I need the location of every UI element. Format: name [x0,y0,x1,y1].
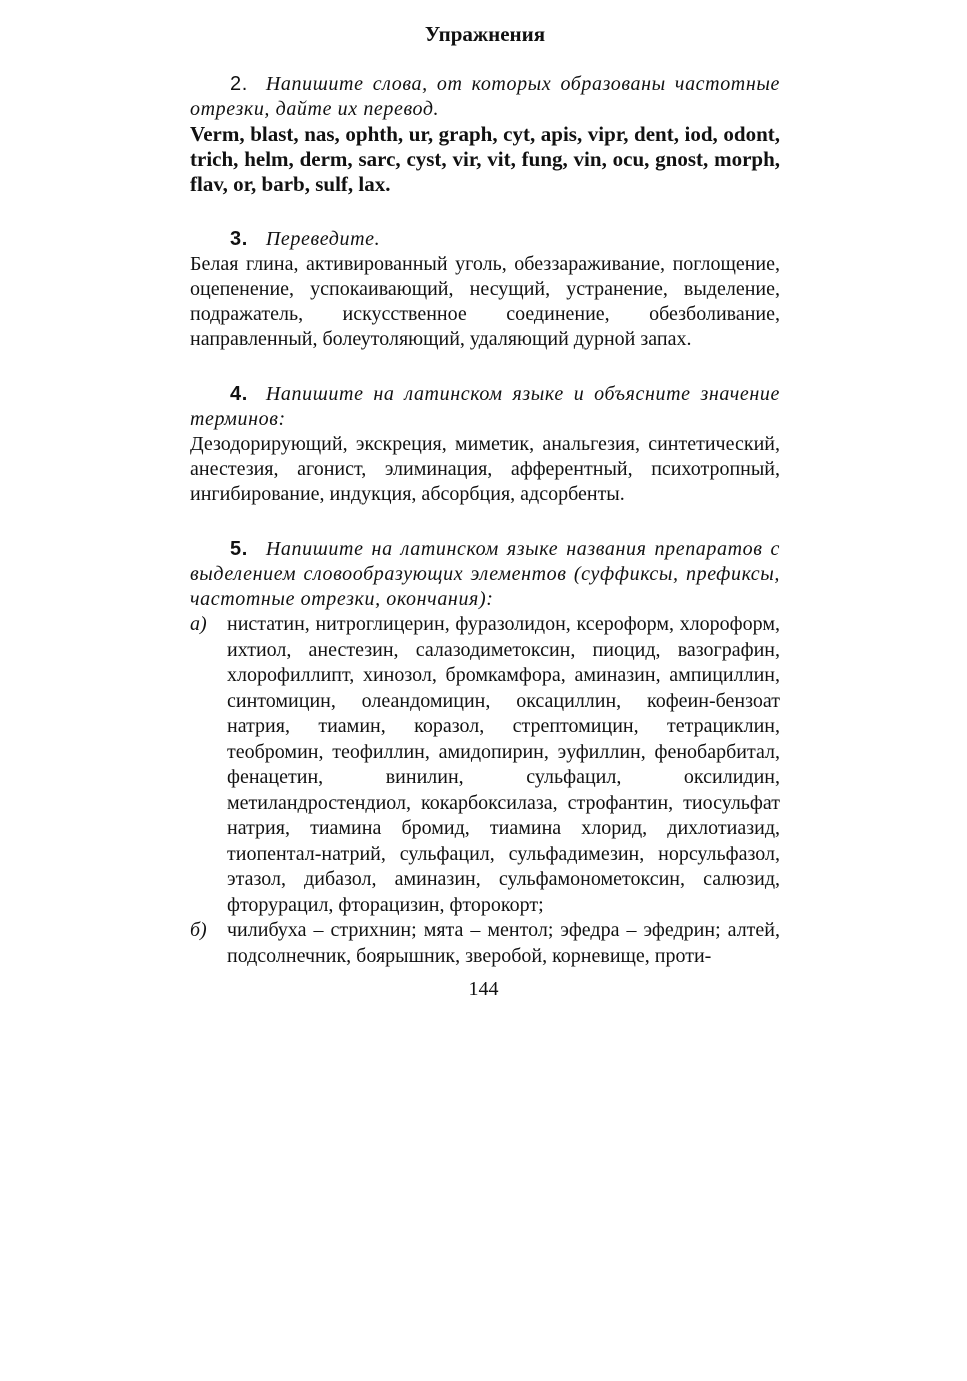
exercise-3-instruction-text: Переведите. [265,228,381,250]
exercise-5-list [190,612,780,969]
exercise-2 [190,72,780,197]
exercise-5 [190,537,780,969]
exercise-5-instruction [190,537,780,612]
exercise-4-instruction-text: Напишите на латинском языке и объясните значение терминов: [190,383,780,430]
list-item [190,918,780,969]
list-item-marker: а) [190,613,207,635]
page-body [190,20,780,999]
exercise-4-content: Дезодорирующий, экскреция, миметик, анальгезия, синтетический, анестезия, агонист, элиминация, афферентный, психотропный, ингибирование, индукция, абсорбция, адсорбенты. [190,433,780,505]
exercise-5-number: 5. [230,538,248,560]
page-number: 144 [468,978,499,1000]
list-item-marker: б) [190,919,207,941]
exercise-5-instruction-text: Напишите на латинском языке названия препаратов с выделением словообразующих элементов (суффиксы, префиксы, частотные отрезки, окончания): [190,538,780,610]
exercise-3-instruction [190,227,780,252]
exercise-2-instruction-text: Напишите слова, от которых образованы частотные отрезки, дайте их перевод. [190,73,780,120]
running-head: Упражнения [424,22,546,46]
list-item-text: нистатин, нитроглицерин, фуразолидон, ксероформ, хлороформ, ихтиол, анестезин, салазодиметоксин, пиоцид, вазографин, хлорофиллипт, хинозол, бромкамфора, аминазин, ампициллин, синтомицин, олеандомицин, оксациллин, кофеин-бензоат натрия, тиамин, коразол, стрептомицин, тетрациклин, теобромин, теофиллин, амидопирин, эуфиллин, фенобарбитал, фенацетин, винилин, сульфацил, оксилидин, метиландростендиол, кокарбоксилаза, строфантин, тиосульфат натрия, тиамина бромид, тиамина хлорид, дихлотиазид, тиопентал-натрий, сульфацил, сульфадимезин, норсульфазол, этазол, дибазол, аминазин, сульфамонометоксин, салюзид, фторурацил, фторацизин, фторокорт; [227,613,780,916]
exercise-3-number: 3. [230,228,248,250]
exercise-4 [190,382,780,507]
exercise-4-number: 4. [230,383,248,405]
exercise-3 [190,227,780,352]
exercise-4-instruction [190,382,780,432]
list-item [190,612,780,918]
exercise-2-number: 2. [230,73,248,95]
exercise-3-content: Белая глина, активированный уголь, обеззараживание, поглощение, оцепенение, успокаивающий, несущий, устранение, выделение, подражатель, искусственное соединение, обезболивание, направленный, болеутоляющий, удаляющий дурной запах. [190,253,780,350]
list-item-text: чилибуха – стрихнин; мята – ментол; эфедра – эфедрин; алтей, подсолнечник, боярышник, зверобой, корневище, проти- [227,919,780,967]
exercise-2-instruction [190,72,780,122]
exercise-2-terms: Verm, blast, nas, ophth, ur, graph, cyt, apis, vipr, dent, iod, odont, trich, helm, derm, sarc, cyst, vir, vit, fung, vin, ocu, gnost, morph, flav, or, barb, sulf, lax. [190,122,780,196]
